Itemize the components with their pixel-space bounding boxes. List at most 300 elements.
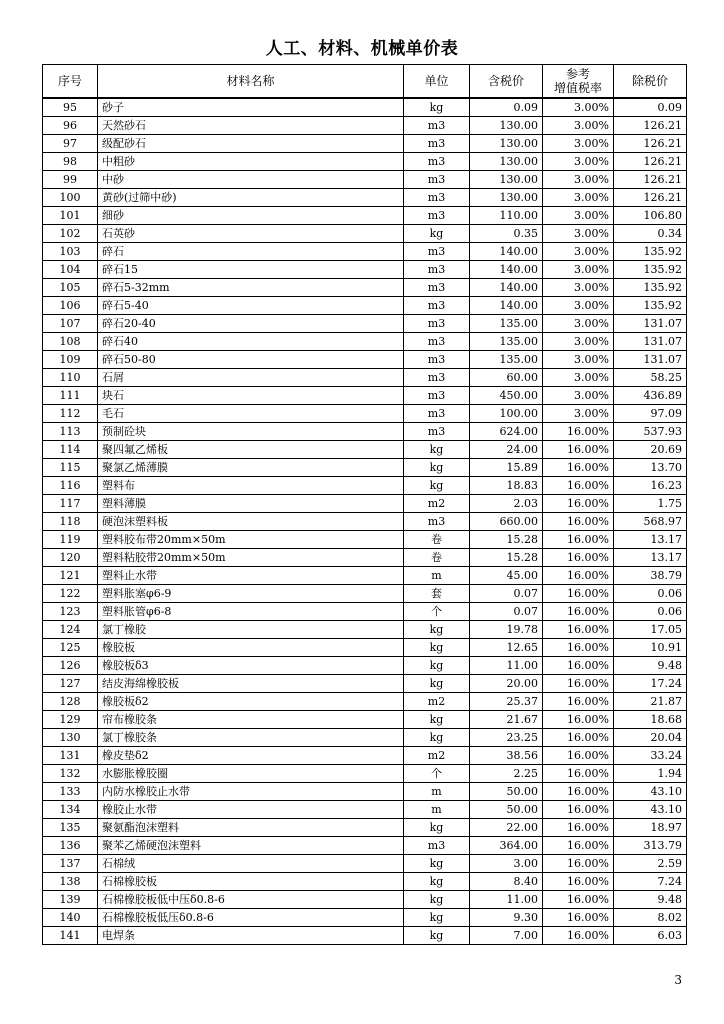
cell-price-without-tax: 131.07	[614, 333, 687, 351]
table-header-row	[43, 65, 687, 99]
cell-material-name: 橡皮垫δ2	[98, 747, 404, 765]
cell-row-number: 129	[43, 711, 98, 729]
cell-material-name: 中砂	[98, 171, 404, 189]
table-row	[43, 783, 687, 801]
table-row	[43, 729, 687, 747]
cell-price-with-tax: 130.00	[470, 189, 543, 207]
cell-price-with-tax: 135.00	[470, 315, 543, 333]
cell-price-with-tax: 15.89	[470, 459, 543, 477]
cell-unit: m3	[404, 171, 470, 189]
cell-price-without-tax: 126.21	[614, 153, 687, 171]
cell-price-with-tax: 24.00	[470, 441, 543, 459]
table-row	[43, 261, 687, 279]
cell-row-number: 108	[43, 333, 98, 351]
cell-row-number: 111	[43, 387, 98, 405]
cell-unit: m2	[404, 747, 470, 765]
table-row	[43, 98, 687, 117]
cell-unit: m3	[404, 153, 470, 171]
table-row	[43, 693, 687, 711]
cell-price-without-tax: 126.21	[614, 189, 687, 207]
cell-price-with-tax: 3.00	[470, 855, 543, 873]
cell-row-number: 95	[43, 98, 98, 117]
cell-price-without-tax: 8.02	[614, 909, 687, 927]
table-row	[43, 333, 687, 351]
price-table	[42, 64, 687, 945]
cell-vat-rate: 16.00%	[543, 477, 614, 495]
cell-vat-rate: 16.00%	[543, 531, 614, 549]
cell-material-name: 毛石	[98, 405, 404, 423]
cell-row-number: 135	[43, 819, 98, 837]
cell-price-with-tax: 130.00	[470, 171, 543, 189]
cell-row-number: 100	[43, 189, 98, 207]
table-row	[43, 837, 687, 855]
cell-unit: m3	[404, 297, 470, 315]
cell-price-with-tax: 364.00	[470, 837, 543, 855]
cell-material-name: 天然砂石	[98, 117, 404, 135]
cell-price-without-tax: 18.68	[614, 711, 687, 729]
cell-price-without-tax: 10.91	[614, 639, 687, 657]
cell-row-number: 101	[43, 207, 98, 225]
cell-price-without-tax: 17.24	[614, 675, 687, 693]
table-row	[43, 423, 687, 441]
cell-price-with-tax: 100.00	[470, 405, 543, 423]
cell-price-with-tax: 0.07	[470, 603, 543, 621]
table-row	[43, 621, 687, 639]
cell-price-without-tax: 21.87	[614, 693, 687, 711]
cell-unit: m3	[404, 405, 470, 423]
cell-material-name: 预制砼块	[98, 423, 404, 441]
table-row	[43, 243, 687, 261]
cell-unit: m3	[404, 351, 470, 369]
table-row	[43, 567, 687, 585]
cell-row-number: 124	[43, 621, 98, 639]
cell-vat-rate: 16.00%	[543, 873, 614, 891]
cell-price-with-tax: 2.03	[470, 495, 543, 513]
cell-vat-rate: 3.00%	[543, 405, 614, 423]
cell-price-without-tax: 97.09	[614, 405, 687, 423]
cell-row-number: 96	[43, 117, 98, 135]
cell-vat-rate: 3.00%	[543, 207, 614, 225]
cell-material-name: 橡胶板δ2	[98, 693, 404, 711]
cell-row-number: 114	[43, 441, 98, 459]
cell-unit: m3	[404, 117, 470, 135]
cell-unit: m2	[404, 693, 470, 711]
cell-material-name: 塑料胀管φ6-8	[98, 603, 404, 621]
cell-vat-rate: 3.00%	[543, 153, 614, 171]
header-price-notax: 除税价	[614, 65, 687, 99]
cell-row-number: 117	[43, 495, 98, 513]
cell-price-with-tax: 0.07	[470, 585, 543, 603]
table-row	[43, 765, 687, 783]
cell-vat-rate: 3.00%	[543, 261, 614, 279]
cell-unit: 个	[404, 603, 470, 621]
cell-vat-rate: 16.00%	[543, 801, 614, 819]
cell-row-number: 97	[43, 135, 98, 153]
cell-material-name: 碎石5-32mm	[98, 279, 404, 297]
cell-price-with-tax: 7.00	[470, 927, 543, 945]
cell-unit: m3	[404, 315, 470, 333]
table-row	[43, 639, 687, 657]
cell-vat-rate: 16.00%	[543, 711, 614, 729]
cell-price-without-tax: 2.59	[614, 855, 687, 873]
cell-row-number: 112	[43, 405, 98, 423]
cell-material-name: 水膨胀橡胶圈	[98, 765, 404, 783]
cell-vat-rate: 3.00%	[543, 369, 614, 387]
cell-row-number: 109	[43, 351, 98, 369]
cell-material-name: 帘布橡胶条	[98, 711, 404, 729]
cell-material-name: 级配砂石	[98, 135, 404, 153]
cell-price-with-tax: 15.28	[470, 531, 543, 549]
cell-row-number: 104	[43, 261, 98, 279]
cell-material-name: 砂子	[98, 98, 404, 117]
cell-row-number: 123	[43, 603, 98, 621]
cell-price-without-tax: 43.10	[614, 783, 687, 801]
table-row	[43, 315, 687, 333]
cell-unit: kg	[404, 657, 470, 675]
cell-price-with-tax: 12.65	[470, 639, 543, 657]
cell-vat-rate: 3.00%	[543, 135, 614, 153]
cell-unit: m3	[404, 837, 470, 855]
cell-unit: kg	[404, 98, 470, 117]
page-number: 3	[674, 973, 682, 987]
cell-price-without-tax: 16.23	[614, 477, 687, 495]
cell-row-number: 128	[43, 693, 98, 711]
cell-material-name: 黄砂(过筛中砂)	[98, 189, 404, 207]
cell-vat-rate: 3.00%	[543, 297, 614, 315]
cell-row-number: 120	[43, 549, 98, 567]
cell-row-number: 136	[43, 837, 98, 855]
header-unit: 单位	[404, 65, 470, 99]
cell-price-with-tax: 450.00	[470, 387, 543, 405]
cell-price-without-tax: 568.97	[614, 513, 687, 531]
cell-vat-rate: 3.00%	[543, 387, 614, 405]
cell-row-number: 107	[43, 315, 98, 333]
table-row	[43, 225, 687, 243]
cell-vat-rate: 16.00%	[543, 819, 614, 837]
cell-vat-rate: 16.00%	[543, 909, 614, 927]
cell-row-number: 126	[43, 657, 98, 675]
cell-vat-rate: 3.00%	[543, 189, 614, 207]
cell-price-with-tax: 23.25	[470, 729, 543, 747]
cell-unit: m3	[404, 261, 470, 279]
cell-row-number: 103	[43, 243, 98, 261]
table-row	[43, 531, 687, 549]
cell-vat-rate: 3.00%	[543, 243, 614, 261]
cell-vat-rate: 16.00%	[543, 585, 614, 603]
table-row	[43, 675, 687, 693]
cell-unit: kg	[404, 819, 470, 837]
cell-unit: kg	[404, 927, 470, 945]
cell-vat-rate: 16.00%	[543, 783, 614, 801]
cell-price-with-tax: 140.00	[470, 243, 543, 261]
cell-unit: kg	[404, 873, 470, 891]
cell-price-without-tax: 13.70	[614, 459, 687, 477]
cell-price-without-tax: 58.25	[614, 369, 687, 387]
cell-price-with-tax: 60.00	[470, 369, 543, 387]
cell-row-number: 119	[43, 531, 98, 549]
cell-material-name: 碎石15	[98, 261, 404, 279]
cell-vat-rate: 16.00%	[543, 729, 614, 747]
cell-price-with-tax: 130.00	[470, 117, 543, 135]
table-row	[43, 297, 687, 315]
cell-unit: kg	[404, 225, 470, 243]
cell-vat-rate: 16.00%	[543, 765, 614, 783]
header-rate-line2: 增值税率	[553, 81, 602, 95]
cell-material-name: 内防水橡胶止水带	[98, 783, 404, 801]
cell-price-with-tax: 45.00	[470, 567, 543, 585]
cell-material-name: 塑料胀塞φ6-9	[98, 585, 404, 603]
table-row	[43, 117, 687, 135]
cell-vat-rate: 16.00%	[543, 855, 614, 873]
cell-price-without-tax: 18.97	[614, 819, 687, 837]
cell-material-name: 聚氨酯泡沫塑料	[98, 819, 404, 837]
cell-unit: kg	[404, 711, 470, 729]
cell-row-number: 105	[43, 279, 98, 297]
cell-vat-rate: 3.00%	[543, 225, 614, 243]
cell-row-number: 106	[43, 297, 98, 315]
cell-vat-rate: 16.00%	[543, 657, 614, 675]
cell-price-without-tax: 131.07	[614, 351, 687, 369]
cell-price-without-tax: 43.10	[614, 801, 687, 819]
cell-unit: m2	[404, 495, 470, 513]
cell-unit: kg	[404, 855, 470, 873]
cell-price-without-tax: 20.69	[614, 441, 687, 459]
cell-unit: m	[404, 783, 470, 801]
cell-unit: m3	[404, 369, 470, 387]
cell-price-with-tax: 130.00	[470, 153, 543, 171]
cell-row-number: 122	[43, 585, 98, 603]
cell-row-number: 133	[43, 783, 98, 801]
cell-material-name: 碎石5-40	[98, 297, 404, 315]
cell-price-without-tax: 20.04	[614, 729, 687, 747]
header-price-tax: 含税价	[470, 65, 543, 99]
table-row	[43, 855, 687, 873]
cell-vat-rate: 3.00%	[543, 117, 614, 135]
cell-material-name: 石英砂	[98, 225, 404, 243]
cell-unit: kg	[404, 729, 470, 747]
cell-material-name: 石屑	[98, 369, 404, 387]
cell-unit: m3	[404, 387, 470, 405]
cell-price-with-tax: 624.00	[470, 423, 543, 441]
header-no: 序号	[43, 65, 98, 99]
cell-price-without-tax: 313.79	[614, 837, 687, 855]
cell-material-name: 塑料止水带	[98, 567, 404, 585]
cell-material-name: 聚四氟乙烯板	[98, 441, 404, 459]
table-row	[43, 711, 687, 729]
cell-material-name: 橡胶板	[98, 639, 404, 657]
cell-material-name: 碎石50-80	[98, 351, 404, 369]
header-rate-line1: 参考	[565, 67, 590, 81]
cell-row-number: 115	[43, 459, 98, 477]
cell-price-without-tax: 38.79	[614, 567, 687, 585]
cell-material-name: 结皮海绵橡胶板	[98, 675, 404, 693]
cell-row-number: 134	[43, 801, 98, 819]
cell-unit: m3	[404, 135, 470, 153]
cell-unit: kg	[404, 891, 470, 909]
table-row	[43, 279, 687, 297]
cell-price-with-tax: 2.25	[470, 765, 543, 783]
cell-vat-rate: 16.00%	[543, 459, 614, 477]
cell-vat-rate: 16.00%	[543, 927, 614, 945]
cell-row-number: 141	[43, 927, 98, 945]
cell-price-without-tax: 13.17	[614, 531, 687, 549]
cell-vat-rate: 16.00%	[543, 675, 614, 693]
cell-material-name: 碎石40	[98, 333, 404, 351]
table-row	[43, 171, 687, 189]
cell-price-without-tax: 135.92	[614, 243, 687, 261]
cell-price-without-tax: 33.24	[614, 747, 687, 765]
cell-unit: m3	[404, 513, 470, 531]
cell-vat-rate: 16.00%	[543, 441, 614, 459]
table-row	[43, 585, 687, 603]
cell-material-name: 塑料布	[98, 477, 404, 495]
cell-price-with-tax: 15.28	[470, 549, 543, 567]
cell-price-without-tax: 126.21	[614, 135, 687, 153]
cell-row-number: 139	[43, 891, 98, 909]
cell-unit: m3	[404, 189, 470, 207]
table-row	[43, 441, 687, 459]
cell-unit: m3	[404, 243, 470, 261]
table-row	[43, 927, 687, 945]
cell-row-number: 131	[43, 747, 98, 765]
table-row	[43, 747, 687, 765]
cell-price-with-tax: 8.40	[470, 873, 543, 891]
cell-material-name: 橡胶止水带	[98, 801, 404, 819]
cell-vat-rate: 3.00%	[543, 315, 614, 333]
table-row	[43, 549, 687, 567]
cell-unit: kg	[404, 459, 470, 477]
table-row	[43, 495, 687, 513]
cell-row-number: 138	[43, 873, 98, 891]
cell-price-without-tax: 6.03	[614, 927, 687, 945]
cell-vat-rate: 16.00%	[543, 621, 614, 639]
cell-material-name: 石棉橡胶板	[98, 873, 404, 891]
table-row	[43, 657, 687, 675]
table-row	[43, 477, 687, 495]
cell-vat-rate: 16.00%	[543, 513, 614, 531]
cell-material-name: 石棉橡胶板低压δ0.8-6	[98, 909, 404, 927]
cell-vat-rate: 3.00%	[543, 333, 614, 351]
table-row	[43, 873, 687, 891]
cell-unit: m	[404, 567, 470, 585]
cell-price-without-tax: 7.24	[614, 873, 687, 891]
cell-unit: kg	[404, 909, 470, 927]
cell-price-without-tax: 1.75	[614, 495, 687, 513]
cell-price-without-tax: 131.07	[614, 315, 687, 333]
cell-row-number: 130	[43, 729, 98, 747]
table-row	[43, 909, 687, 927]
cell-unit: m3	[404, 423, 470, 441]
cell-vat-rate: 3.00%	[543, 98, 614, 117]
cell-vat-rate: 16.00%	[543, 549, 614, 567]
cell-unit: kg	[404, 477, 470, 495]
cell-vat-rate: 16.00%	[543, 891, 614, 909]
cell-price-with-tax: 18.83	[470, 477, 543, 495]
cell-material-name: 氯丁橡胶条	[98, 729, 404, 747]
cell-vat-rate: 3.00%	[543, 279, 614, 297]
cell-price-with-tax: 50.00	[470, 783, 543, 801]
cell-unit: m3	[404, 279, 470, 297]
cell-material-name: 中粗砂	[98, 153, 404, 171]
cell-price-with-tax: 140.00	[470, 279, 543, 297]
cell-material-name: 塑料胶布带20mm×50m	[98, 531, 404, 549]
cell-price-with-tax: 0.35	[470, 225, 543, 243]
cell-material-name: 橡胶板δ3	[98, 657, 404, 675]
cell-price-with-tax: 110.00	[470, 207, 543, 225]
cell-material-name: 碎石	[98, 243, 404, 261]
cell-row-number: 121	[43, 567, 98, 585]
cell-unit: 个	[404, 765, 470, 783]
cell-vat-rate: 16.00%	[543, 567, 614, 585]
page-title: 人工、材料、机械单价表	[265, 39, 459, 59]
cell-price-with-tax: 25.37	[470, 693, 543, 711]
cell-unit: m	[404, 801, 470, 819]
cell-price-without-tax: 126.21	[614, 117, 687, 135]
cell-price-with-tax: 21.67	[470, 711, 543, 729]
table-row	[43, 207, 687, 225]
cell-unit: m3	[404, 333, 470, 351]
cell-price-without-tax: 106.80	[614, 207, 687, 225]
cell-row-number: 132	[43, 765, 98, 783]
cell-price-without-tax: 9.48	[614, 891, 687, 909]
cell-price-without-tax: 0.34	[614, 225, 687, 243]
cell-price-without-tax: 0.09	[614, 98, 687, 117]
cell-material-name: 聚氯乙烯薄膜	[98, 459, 404, 477]
cell-row-number: 125	[43, 639, 98, 657]
table-row	[43, 459, 687, 477]
cell-price-without-tax: 126.21	[614, 171, 687, 189]
table-row	[43, 369, 687, 387]
cell-material-name: 电焊条	[98, 927, 404, 945]
cell-price-with-tax: 140.00	[470, 261, 543, 279]
cell-price-without-tax: 1.94	[614, 765, 687, 783]
cell-price-without-tax: 135.92	[614, 279, 687, 297]
cell-unit: kg	[404, 441, 470, 459]
header-rate	[543, 65, 614, 99]
table-row	[43, 189, 687, 207]
cell-price-with-tax: 135.00	[470, 333, 543, 351]
table-row	[43, 513, 687, 531]
cell-row-number: 99	[43, 171, 98, 189]
cell-price-with-tax: 140.00	[470, 297, 543, 315]
table-body	[43, 98, 687, 945]
cell-material-name: 聚苯乙烯硬泡沫塑料	[98, 837, 404, 855]
cell-price-without-tax: 0.06	[614, 585, 687, 603]
cell-material-name: 石棉绒	[98, 855, 404, 873]
cell-material-name: 硬泡沫塑料板	[98, 513, 404, 531]
cell-price-with-tax: 0.09	[470, 98, 543, 117]
table-row	[43, 387, 687, 405]
cell-price-with-tax: 19.78	[470, 621, 543, 639]
cell-price-with-tax: 660.00	[470, 513, 543, 531]
cell-price-with-tax: 50.00	[470, 801, 543, 819]
cell-vat-rate: 16.00%	[543, 639, 614, 657]
cell-price-without-tax: 436.89	[614, 387, 687, 405]
cell-row-number: 116	[43, 477, 98, 495]
cell-vat-rate: 16.00%	[543, 495, 614, 513]
table-row	[43, 135, 687, 153]
cell-material-name: 块石	[98, 387, 404, 405]
cell-row-number: 98	[43, 153, 98, 171]
cell-row-number: 137	[43, 855, 98, 873]
cell-price-without-tax: 0.06	[614, 603, 687, 621]
cell-unit: 卷	[404, 549, 470, 567]
cell-unit: kg	[404, 621, 470, 639]
cell-vat-rate: 3.00%	[543, 171, 614, 189]
cell-row-number: 102	[43, 225, 98, 243]
cell-material-name: 氯丁橡胶	[98, 621, 404, 639]
table-row	[43, 603, 687, 621]
